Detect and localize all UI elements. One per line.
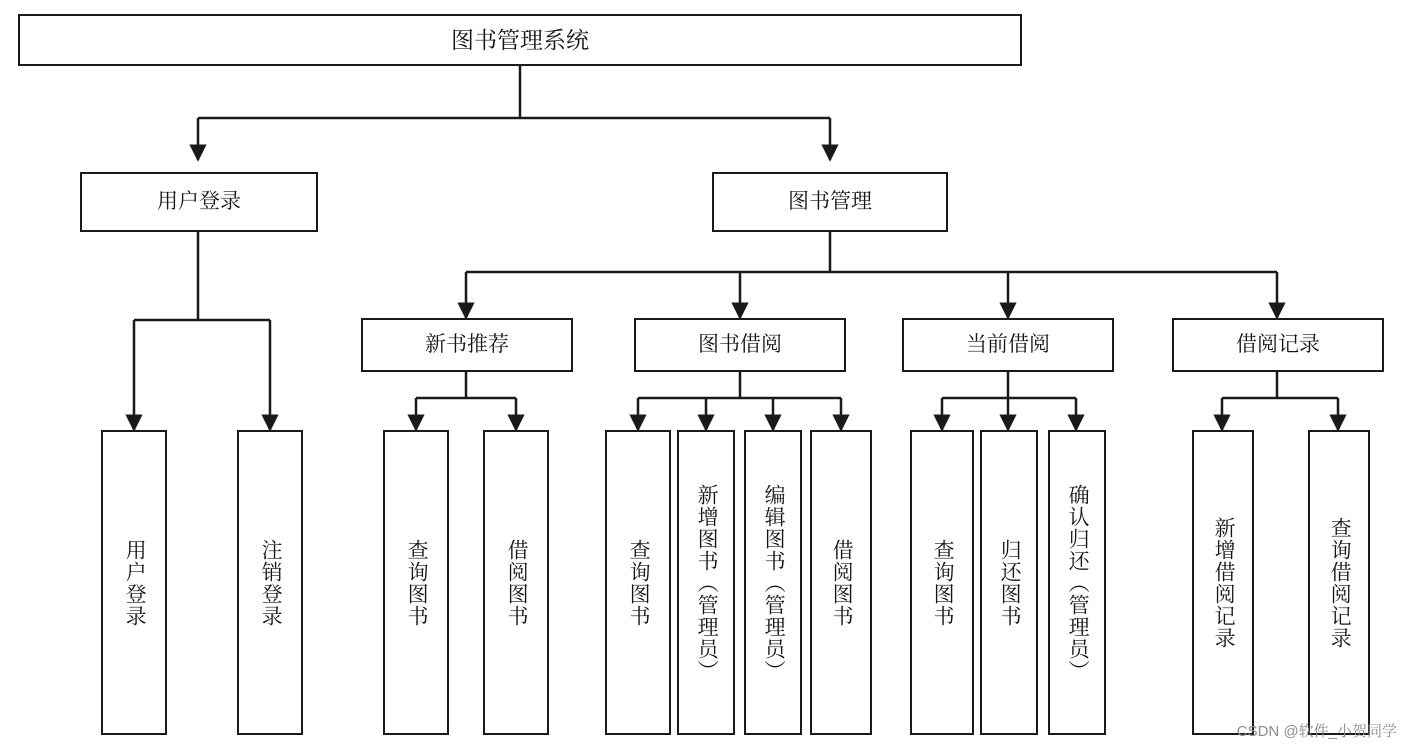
node-user-login — [80, 172, 318, 232]
node-leaf-edit-book — [744, 430, 802, 735]
node-leaf-query-book-2-label: 查询图书 — [627, 538, 651, 627]
node-leaf-logout-login — [237, 430, 303, 735]
node-book-borrow-label: 图书借阅 — [698, 332, 782, 356]
node-leaf-query-borrow-record — [1308, 430, 1370, 735]
watermark-text: CSDN @软件_小贺同学 — [1236, 723, 1397, 740]
node-leaf-borrow-book-2-label: 借阅图书 — [830, 538, 854, 627]
node-leaf-add-book — [677, 430, 735, 735]
node-leaf-borrow-book-2 — [810, 430, 872, 735]
node-leaf-confirm-return — [1048, 430, 1106, 735]
node-leaf-add-book-label: 新增图书（管理员） — [695, 483, 719, 682]
node-leaf-query-book-1 — [383, 430, 449, 735]
node-root-label: 图书管理系统 — [451, 26, 589, 53]
node-leaf-edit-book-label: 编辑图书（管理员） — [762, 483, 786, 682]
node-new-book-recommend — [361, 318, 573, 372]
node-book-management — [712, 172, 948, 232]
node-leaf-query-book-3 — [910, 430, 974, 735]
node-leaf-user-login — [101, 430, 167, 735]
node-borrow-record-label: 借阅记录 — [1236, 332, 1320, 356]
node-leaf-confirm-return-label: 确认归还（管理员） — [1066, 483, 1090, 682]
node-current-borrow-label: 当前借阅 — [966, 332, 1050, 356]
node-user-login-label: 用户登录 — [157, 189, 241, 213]
node-leaf-user-login-label: 用户登录 — [123, 538, 147, 627]
node-current-borrow — [902, 318, 1114, 372]
node-new-book-recommend-label: 新书推荐 — [425, 332, 509, 356]
node-leaf-return-book-label: 归还图书 — [998, 538, 1022, 627]
node-leaf-query-borrow-record-label: 查询借阅记录 — [1328, 516, 1352, 649]
node-leaf-query-book-3-label: 查询图书 — [931, 538, 955, 627]
node-leaf-add-borrow-record — [1192, 430, 1254, 735]
node-leaf-borrow-book-1-label: 借阅图书 — [505, 538, 529, 627]
node-leaf-add-borrow-record-label: 新增借阅记录 — [1212, 516, 1236, 649]
node-root — [18, 14, 1022, 66]
node-leaf-borrow-book-1 — [483, 430, 549, 735]
node-leaf-return-book — [980, 430, 1038, 735]
node-book-borrow — [634, 318, 846, 372]
node-borrow-record — [1172, 318, 1384, 372]
node-leaf-query-book-2 — [605, 430, 671, 735]
node-leaf-logout-login-label: 注销登录 — [259, 538, 283, 627]
node-book-management-label: 图书管理 — [788, 189, 872, 213]
node-leaf-query-book-1-label: 查询图书 — [405, 538, 429, 627]
